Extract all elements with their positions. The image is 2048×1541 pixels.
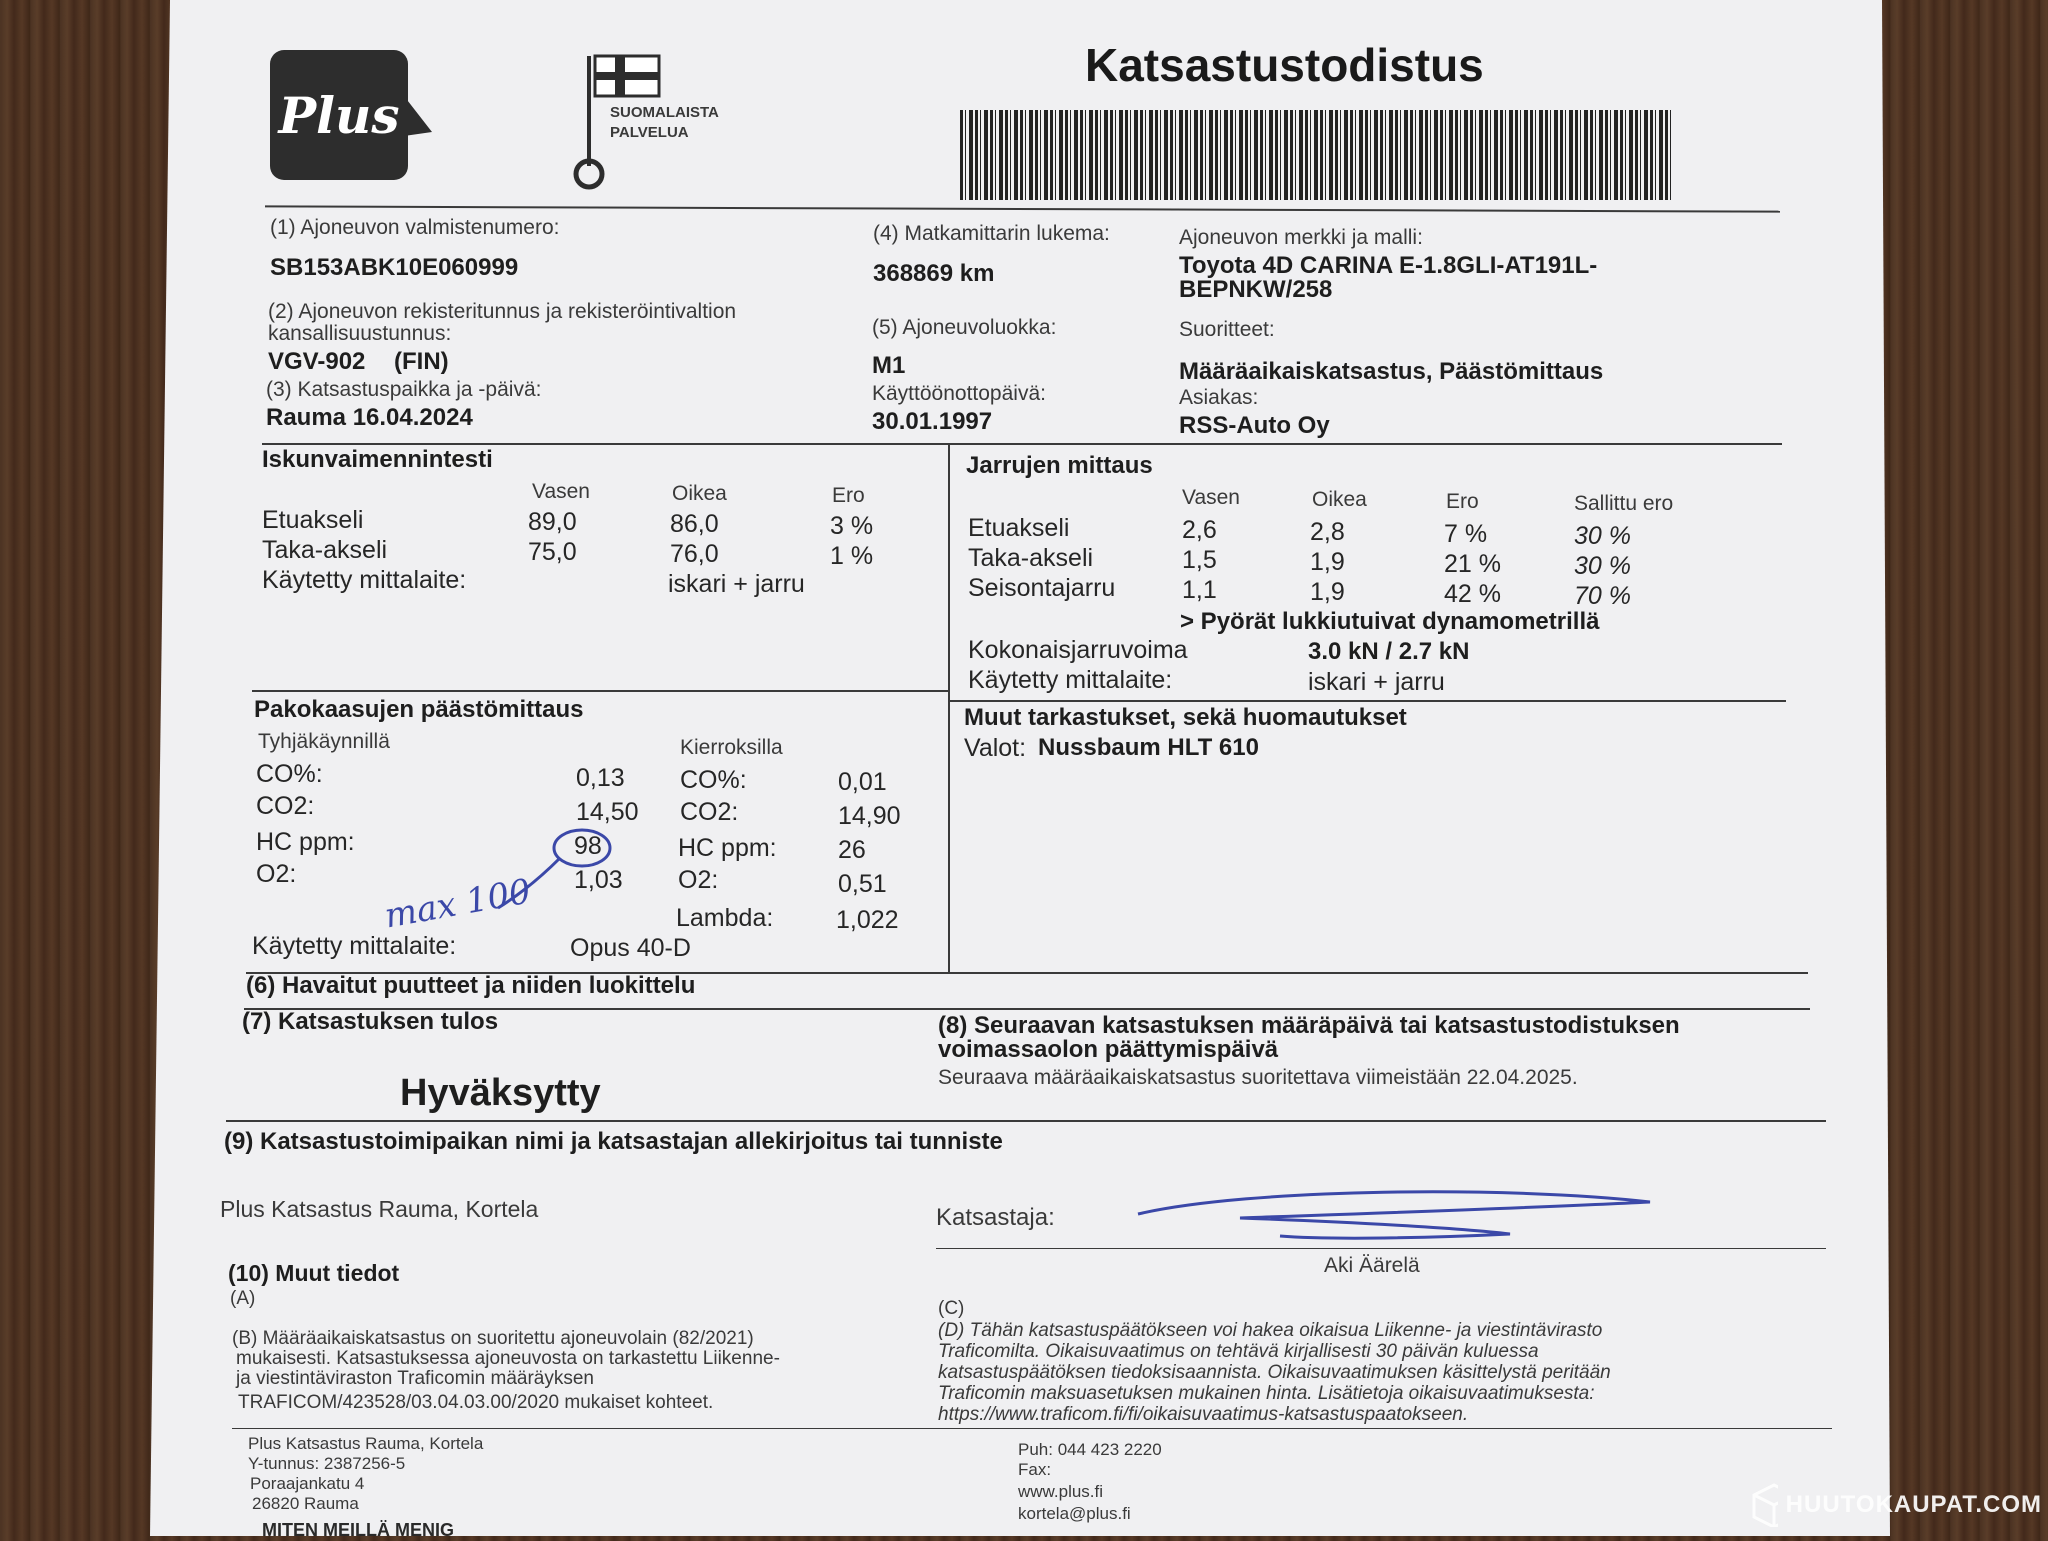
brakes-total-value: 3.0 kN / 2.7 kN — [1308, 638, 1470, 665]
reg-country: (FIN) — [394, 348, 449, 375]
idle-value: 0,13 — [576, 764, 625, 792]
watermark — [1752, 1480, 2042, 1530]
brake-row-diff: 21 % — [1444, 550, 1501, 578]
make-value-line1: Toyota 4D CARINA E-1.8GLI-AT191L- — [1179, 252, 1598, 279]
next-inspection-text: Seuraava määräaikaiskatsastus suoritettava viimeistään 22.04.2025. — [938, 1066, 1578, 1089]
cube-logo-icon — [1752, 1483, 1778, 1527]
column-divider — [948, 443, 950, 973]
place-label: (3) Katsastuspaikka ja -päivä: — [266, 378, 542, 401]
document-title: Katsastustodistus — [1085, 39, 1484, 91]
brakes-h-right: Oikea — [1312, 488, 1367, 511]
brakes-title: Jarrujen mittaus — [966, 452, 1153, 479]
section-8-line1: (8) Seuraavan katsastuksen määräpäivä tai katsastustodistuksen — [938, 1012, 1680, 1039]
logo-speech-tip-icon — [404, 96, 432, 136]
station-name: Plus Katsastus Rauma, Kortela — [220, 1196, 539, 1222]
emissions-device-label: Käytetty mittalaite: — [252, 932, 457, 960]
shock-device-value: iskari + jarru — [668, 570, 805, 598]
s10-d-line4: Traficomin maksuasetuksen mukainen hinta. Lisätietoja oikaisuvaatimuksesta: — [938, 1383, 1595, 1404]
brakes-total-label: Kokonaisjarruvoima — [968, 636, 1188, 664]
rpm-value: 26 — [838, 836, 866, 864]
shock-h-right: Oikea — [672, 482, 727, 505]
s10-c: (C) — [938, 1298, 965, 1319]
brakes-h-diff: Ero — [1446, 490, 1479, 513]
reg-label-1: (2) Ajoneuvon rekisteritunnus ja rekisteröintivaltion — [268, 300, 737, 323]
s10-a: (A) — [230, 1288, 256, 1309]
performed-value: Määräaikaiskatsastus, Päästömittaus — [1179, 358, 1604, 385]
rpm-value: 1,022 — [836, 906, 899, 934]
divider — [262, 443, 1782, 445]
brake-row-diff: 7 % — [1444, 520, 1488, 548]
shock-row-right: 86,0 — [670, 510, 719, 538]
intro-date-value: 30.01.1997 — [872, 408, 993, 435]
brake-row-left: 2,6 — [1182, 516, 1217, 544]
s10-d-line3: katsastuspäätöksen tiedoksisaannista. Oikaisuvaatimuksen käsittelystä peritään — [938, 1362, 1611, 1383]
brakes-note: > Pyörät lukkiutuivat dynamometrillä — [1180, 608, 1600, 635]
intro-date-label: Käyttöönottopäivä: — [872, 382, 1046, 405]
divider — [252, 690, 950, 692]
shock-h-diff: Ero — [832, 484, 865, 507]
brake-row-label: Etuakseli — [968, 514, 1070, 542]
brakes-device-value: iskari + jarru — [1308, 668, 1445, 696]
s10-d-line2: Traficomilta. Oikaisuvaatimus on tehtävä kirjallisesti 30 päivän kuluessa — [938, 1341, 1539, 1362]
emissions-title: Pakokaasujen päästömittaus — [254, 696, 584, 723]
rpm-value: 0,01 — [838, 768, 887, 796]
footer-right-line3: www.plus.fi — [1018, 1482, 1104, 1501]
shock-h-left: Vasen — [532, 480, 590, 503]
inspector-label: Katsastaja: — [936, 1204, 1055, 1231]
client-label: Asiakas: — [1179, 386, 1259, 409]
brakes-device-label: Käytetty mittalaite: — [968, 666, 1173, 694]
emissions-rpm-label: Kierroksilla — [680, 736, 783, 759]
section-9-title: (9) Katsastustoimipaikan nimi ja katsastajan allekirjoitus tai tunniste — [224, 1128, 1003, 1155]
flag-line1: SUOMALAISTA — [610, 104, 719, 121]
watermark-text: HUUTOKAUPAT.COM — [1785, 1491, 2042, 1518]
brakes-h-allowed: Sallittu ero — [1574, 492, 1674, 515]
rpm-label: CO%: — [680, 766, 747, 794]
brake-row-left: 1,1 — [1182, 576, 1217, 604]
footer-right-line2: Fax: — [1018, 1460, 1052, 1479]
odometer-label: (4) Matkamittarin lukema: — [873, 222, 1110, 245]
class-value: M1 — [872, 352, 906, 379]
signature-line — [936, 1248, 1826, 1249]
odometer-value: 368869 km — [873, 260, 995, 287]
footer-left-line3: Poraajankatu 4 — [250, 1474, 365, 1493]
section-10-title: (10) Muut tiedot — [228, 1260, 400, 1286]
rpm-label: O2: — [678, 866, 719, 894]
signature-scribble — [1130, 1178, 1690, 1248]
result-value: Hyväksytty — [400, 1072, 601, 1114]
make-label: Ajoneuvon merkki ja malli: — [1179, 226, 1423, 249]
section-8-line2: voimassaolon päättymispäivä — [938, 1036, 1279, 1063]
s10-b-line2: mukaisesti. Katsastuksessa ajoneuvosta on tarkastettu Liikenne- — [236, 1348, 780, 1369]
rpm-label: CO2: — [680, 798, 739, 826]
reg-value: VGV-902 — [268, 348, 366, 375]
shock-row-diff: 1 % — [830, 542, 874, 570]
brake-row-right: 1,9 — [1310, 578, 1345, 606]
shock-row-diff: 3 % — [830, 512, 874, 540]
brake-row-right: 1,9 — [1310, 548, 1345, 576]
shock-row-label: Etuakseli — [262, 506, 364, 534]
vin-value: SB153ABK10E060999 — [270, 254, 519, 281]
make-value-line2: BEPNKW/258 — [1179, 276, 1333, 303]
lights-label: Valot: — [964, 734, 1027, 762]
place-value: Rauma 16.04.2024 — [266, 404, 473, 431]
handwritten-note: max 100 — [381, 871, 534, 937]
idle-value: 14,50 — [576, 798, 639, 826]
s10-d-line1: (D) Tähän katsastuspäätökseen voi hakea oikaisua Liikenne- ja viestintävirasto — [938, 1320, 1603, 1341]
idle-label: O2: — [256, 860, 297, 888]
brake-row-allowed: 30 % — [1574, 522, 1631, 550]
brake-row-label: Seisontajarru — [968, 574, 1116, 602]
idle-label: CO%: — [256, 760, 323, 788]
footer-left-line4: 26820 Rauma — [252, 1494, 359, 1513]
other-title: Muut tarkastukset, sekä huomautukset — [964, 704, 1407, 731]
s10-b-line1: (B) Määräaikaiskatsastus on suoritettu ajoneuvolain (82/2021) — [232, 1328, 754, 1349]
flag-line2: PALVELUA — [610, 124, 689, 141]
brake-row-right: 2,8 — [1310, 518, 1345, 546]
client-value: RSS-Auto Oy — [1179, 412, 1330, 439]
section-6-title: (6) Havaitut puutteet ja niiden luokittelu — [246, 972, 696, 999]
brake-row-allowed: 30 % — [1574, 552, 1631, 580]
divider — [232, 1428, 1832, 1429]
s10-d-line5: https://www.traficom.fi/fi/oikaisuvaatimus-katsastuspaatokseen. — [938, 1404, 1469, 1425]
brake-row-left: 1,5 — [1182, 546, 1217, 574]
brake-row-diff: 42 % — [1444, 580, 1501, 608]
emissions-device-value: Opus 40-D — [570, 934, 691, 962]
shock-row-label: Taka-akseli — [262, 536, 388, 564]
footer-cut-text: MITEN MEILLÄ MENIG — [262, 1520, 454, 1540]
footer-left-line1: Plus Katsastus Rauma, Kortela — [248, 1434, 484, 1453]
divider — [950, 700, 1786, 702]
s10-b-line3: ja viestintäviraston Traficomin määräyksen — [236, 1368, 594, 1389]
performed-label: Suoritteet: — [1179, 318, 1275, 341]
divider — [226, 1120, 1826, 1122]
idle-value: 98 — [574, 832, 602, 860]
rpm-label: HC ppm: — [678, 834, 777, 862]
rpm-value: 14,90 — [838, 802, 901, 830]
rpm-label: Lambda: — [676, 904, 774, 932]
shock-row-left: 75,0 — [528, 538, 577, 566]
class-label: (5) Ajoneuvoluokka: — [872, 316, 1057, 339]
shock-title: Iskunvaimennintesti — [262, 446, 493, 473]
plus-logo: Plus — [270, 50, 408, 180]
s10-b-line4: TRAFICOM/423528/03.04.03.00/2020 mukaiset kohteet. — [238, 1392, 714, 1413]
idle-label: CO2: — [256, 792, 315, 820]
shock-row-right: 76,0 — [670, 540, 719, 568]
footer-left-line2: Y-tunnus: 2387256-5 — [248, 1454, 406, 1473]
brake-row-allowed: 70 % — [1574, 582, 1631, 610]
idle-label: HC ppm: — [256, 828, 355, 856]
lights-value: Nussbaum HLT 610 — [1038, 734, 1259, 761]
footer-right-line4: kortela@plus.fi — [1018, 1504, 1131, 1523]
shock-row-left: 89,0 — [528, 508, 577, 536]
brakes-h-left: Vasen — [1182, 486, 1240, 509]
brake-row-label: Taka-akseli — [968, 544, 1094, 572]
vin-label: (1) Ajoneuvon valmistenumero: — [270, 216, 560, 239]
rpm-value: 0,51 — [838, 870, 887, 898]
idle-value: 1,03 — [574, 866, 623, 894]
barcode — [960, 110, 1672, 200]
inspector-name: Aki Äärelä — [1324, 1254, 1420, 1277]
section-7-title: (7) Katsastuksen tulos — [242, 1008, 499, 1035]
reg-label-2: kansallisuustunnus: — [268, 322, 452, 345]
emissions-idle-label: Tyhjäkäynnillä — [258, 730, 390, 753]
footer-right-line1: Puh: 044 423 2220 — [1018, 1440, 1162, 1459]
shock-device-label: Käytetty mittalaite: — [262, 566, 467, 594]
